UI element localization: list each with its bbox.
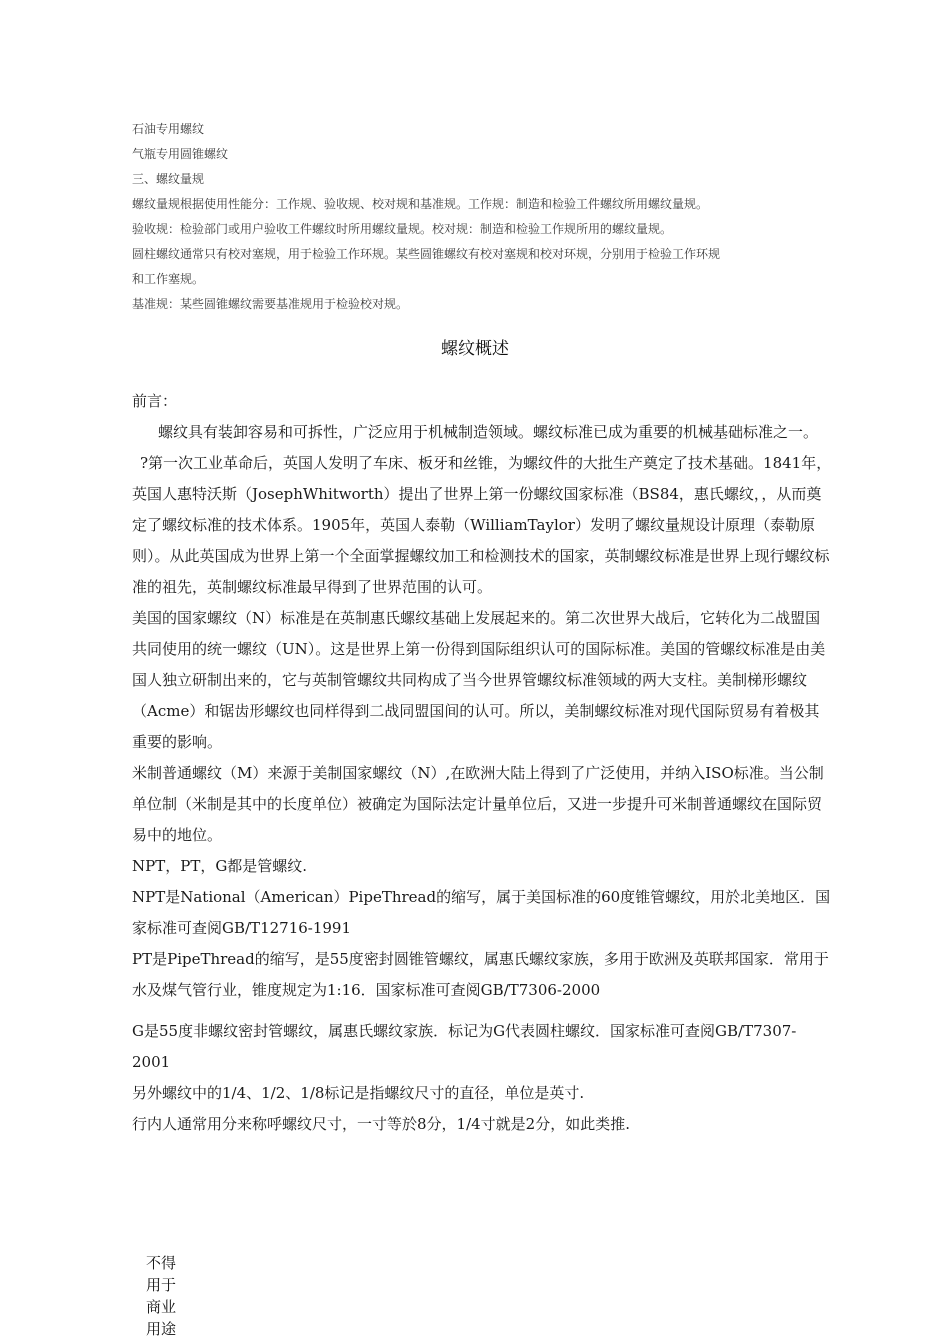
paragraph: ?第一次工业革命后，英国人发明了车床、板牙和丝锥，为螺纹件的大批生产奠定了技术基础。1841年，英国人惠特沃斯（JosephWhitworth）提出了世界上第一份螺纹国家标准（BS84，惠氏螺纹，，从而奠定了螺纹标准的技术体系。1905年，英国人泰勒（WilliamTaylor）发明了螺纹量规设计原理（泰勒原则）。从此英国成为世界上第一个全面掌握螺纹加工和检测技术的国家，英制螺纹标准是世界上现行螺纹标准的祖先，英制螺纹标准最早得到了世界范围的认可。 bbox=[132, 454, 832, 596]
paragraph: 另外螺纹中的1/4、1/2、1/8标记是指螺纹尺寸的直径，单位是英寸. bbox=[132, 1084, 585, 1102]
preface-label: 前言： bbox=[132, 392, 178, 410]
article-title: 螺纹概述 bbox=[441, 339, 509, 359]
spacer bbox=[132, 1006, 832, 1016]
article-body bbox=[132, 386, 832, 1140]
note-line: 验收规：检验部门或用户验收工件螺纹时所用螺纹量规。校对规：制造和检验工作规所用的螺纹量规。 bbox=[132, 222, 673, 236]
paragraph: NPT，PT，G都是管螺纹. bbox=[132, 857, 308, 875]
note-line: 和工作塞规。 bbox=[132, 272, 205, 286]
watermark-line: 不得 bbox=[146, 1254, 177, 1272]
paragraph: G是55度非螺纹密封管螺纹，属惠氏螺纹家族．标记为G代表圆柱螺纹．国家标准可查阅GB/T7307-2001 bbox=[132, 1022, 797, 1071]
top-notes-section bbox=[132, 117, 832, 317]
note-line: 基准规：某些圆锥螺纹需要基准规用于检验校对规。 bbox=[132, 297, 409, 311]
note-line: 圆柱螺纹通常只有校对塞规，用于检验工作环规。某些圆锥螺纹有校对塞规和校对环规，分别用于检验工作环规 bbox=[132, 247, 721, 261]
note-line: 螺纹量规根据使用性能分：工作规、验收规、校对规和基准规。工作规：制造和检验工件螺纹所用螺纹量规。 bbox=[132, 197, 709, 211]
watermark-line: 用于 bbox=[146, 1276, 177, 1294]
note-line: 三、螺纹量规 bbox=[132, 172, 205, 186]
watermark-line: 商业 bbox=[146, 1298, 177, 1316]
usage-watermark bbox=[146, 1252, 186, 1340]
paragraph: 美国的国家螺纹（N）标准是在英制惠氏螺纹基础上发展起来的。第二次世界大战后，它转化为二战盟国共同使用的统一螺纹（UN）。这是世界上第一份得到国际组织认可的国际标准。美国的管螺纹标准是由美国人独立研制出来的，它与英制管螺纹共同构成了当今世界管螺纹标准领域的两大支柱。美制梯形螺纹（Acme）和锯齿形螺纹也同样得到二战同盟国间的认可。所以，美制螺纹标准对现代国际贸易有着极其重要的影响。 bbox=[132, 609, 826, 751]
paragraph: 米制普通螺纹（M）来源于美制国家螺纹（N）,在欧洲大陆上得到了广泛使用，并纳入ISO标准。当公制单位制（米制是其中的长度单位）被确定为国际法定计量单位后，又进一步提升可米制普通螺纹在国际贸易中的地位。 bbox=[132, 764, 824, 844]
paragraph: 螺纹具有装卸容易和可拆性，广泛应用于机械制造领域。螺纹标准已成为重要的机械基础标准之一。 bbox=[158, 423, 819, 441]
paragraph: PT是PipeThread的缩写，是55度密封圆锥管螺纹，属惠氏螺纹家族，多用于欧洲及英联邦国家．常用于水及煤气管行业，锥度规定为1:16．国家标准可查阅GB/T7306-2000 bbox=[132, 950, 829, 999]
paragraph: 行内人通常用分来称呼螺纹尺寸，一寸等於8分，1/4寸就是2分，如此类推. bbox=[132, 1115, 630, 1133]
watermark-line: 用途 bbox=[146, 1320, 177, 1338]
note-line: 石油专用螺纹 bbox=[132, 122, 205, 136]
paragraph: NPT是National（American）PipeThread的缩写，属于美国标准的60度锥管螺纹，用於北美地区．国家标准可查阅GB/T12716-1991 bbox=[132, 888, 831, 937]
note-line: 气瓶专用圆锥螺纹 bbox=[132, 147, 229, 161]
